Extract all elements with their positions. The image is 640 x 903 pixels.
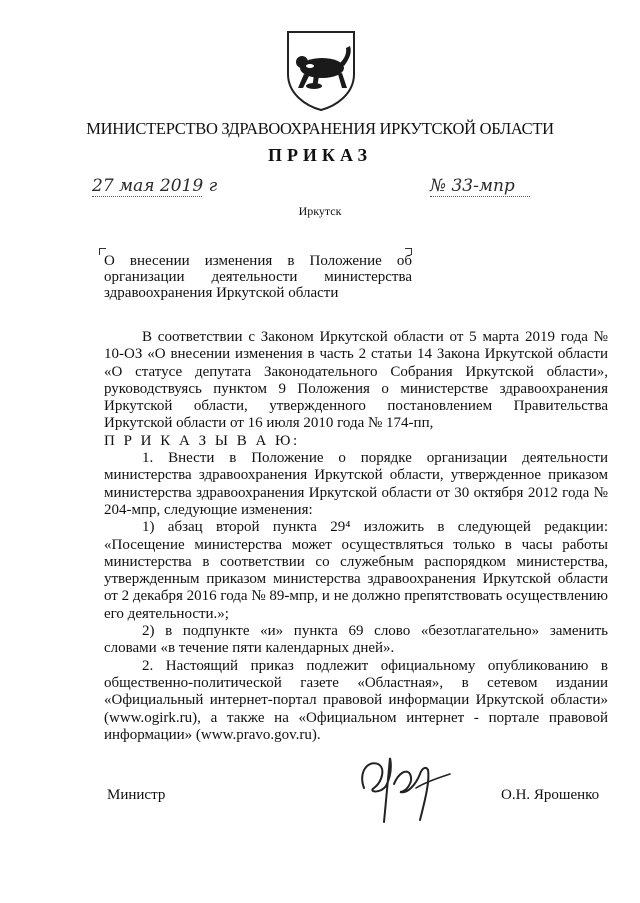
document-type-title: ПРИКАЗ [267,145,373,165]
irkutsk-coat-of-arms-icon [284,28,358,112]
handwritten-signature [350,748,460,828]
handwritten-date: 27 мая 2019 г [92,176,218,196]
preamble-paragraph: В соответствии с Законом Иркутской области от 5 марта 2019 года № 10-ОЗ «О внесении изменения в часть 2 статьи 14 Закона Иркутской области «О статусе депутата Законодательного Собрания Иркутской области», руководствуясь пунктом 9 Положения о министерстве здравоохранения Иркутской области, утвержденного постановлением Правительства Иркутской области от 16 июля 2010 года № 174-пп, [104,329,608,432]
order-body [104,329,608,744]
city-label: Иркутск [298,204,342,218]
item-1-2-paragraph: 2) в подпункте «и» пункта 69 слово «безотлагательно» заменить словами «в течение пяти календарных дней». [104,623,608,657]
ministry-name: МИНИСТЕРСТВО ЗДРАВООХРАНЕНИЯ ИРКУТСКОЙ ОБЛАСТИ [86,119,554,138]
number-underline [430,196,530,197]
signer-title: Министр [107,787,166,803]
item-1-1-paragraph: 1) абзац второй пункта 29⁴ изложить в следующей редакции: «Посещение министерства может осуществляться только в часы работы министерства в соответствии со служебным распорядком министерства, утвержденным приказом министерства здравоохранения Иркутской области от 2 декабря 2016 года № 89-мпр, и не должно препятствовать осуществлению его деятельности.»; [104,519,608,622]
handwritten-number: № 33-мпр [430,176,515,196]
item-2-paragraph: 2. Настоящий приказ подлежит официальному опубликованию в общественно-политической газете «Областная», в сетевом издании «Официальный интернет-портал правовой информации Иркутской области» (www.ogirk.ru), а также на «Официальном интернет - портале правовой информации» (www.pravo.gov.ru). [104,657,608,743]
date-underline [92,196,202,197]
subject-heading: О внесении изменения в Положение об организации деятельности министерства здравоохранения Иркутской области [104,253,412,301]
item-1-paragraph: 1. Внести в Положение о порядке организации деятельности министерства здравоохранения Иркутской области, утвержденное приказом министерства здравоохранения Иркутской области от 30 октября 2012 года № 204-мпр, следующие изменения: [104,450,608,518]
signer-name: О.Н. Ярошенко [501,787,600,803]
order-word: П Р И К А З Ы В А Ю: [104,432,300,449]
